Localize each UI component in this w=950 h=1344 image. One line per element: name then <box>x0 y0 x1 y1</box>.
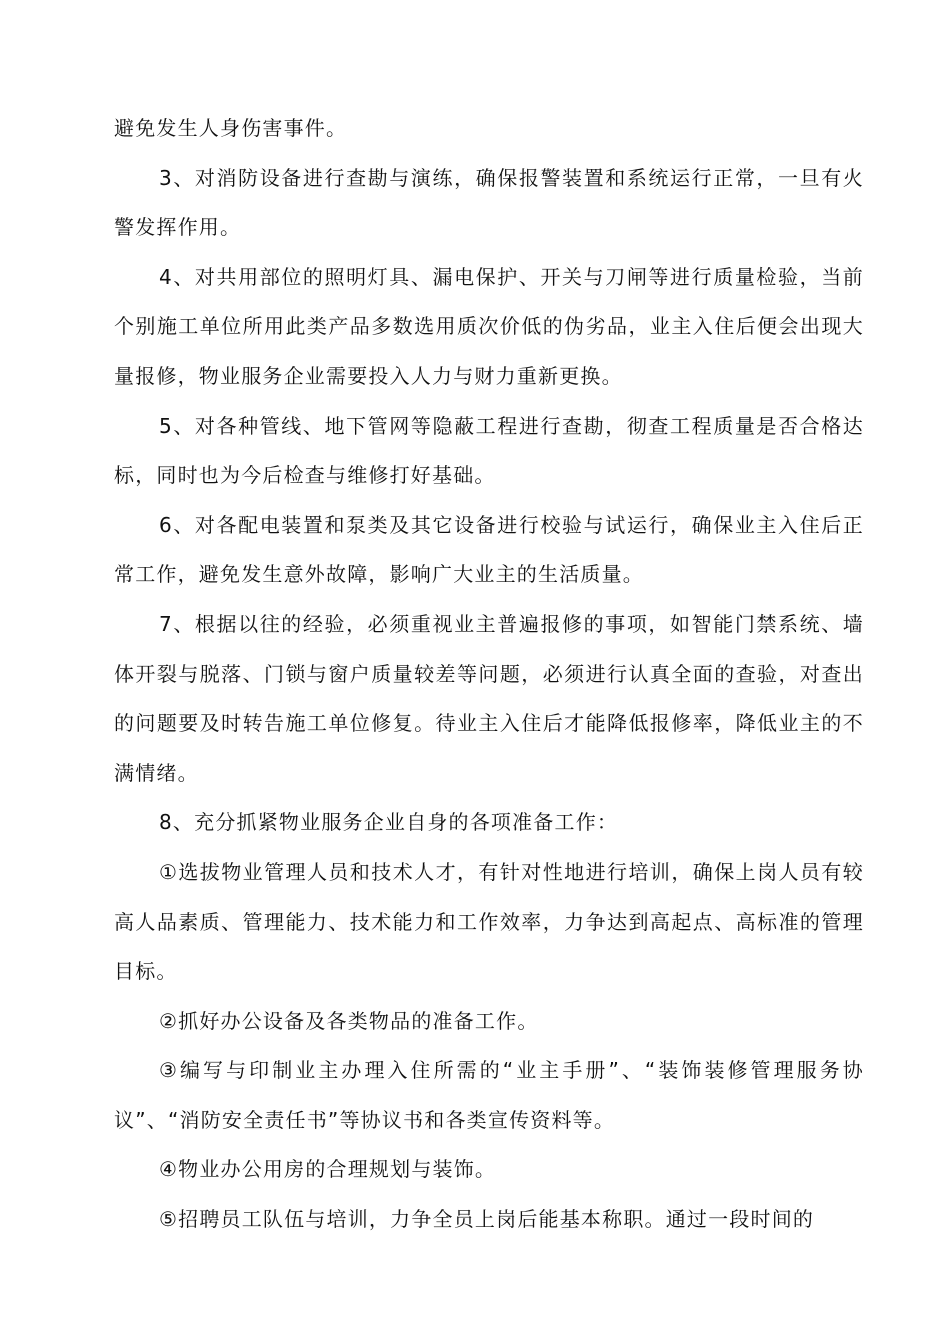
paragraph-continuation: 避免发生人身伤害事件。 <box>114 116 348 140</box>
paragraph-subitem-5: ⑤招聘员工队伍与培训，力争全员上岗后能基本称职。通过一段时间的 <box>159 1207 815 1232</box>
paragraph-item-3: 3、对消防设备进行查勘与演练，确保报警装置和系统运行正常，一旦有火警发挥作用。 <box>114 165 864 240</box>
paragraph-item-5: 5、对各种管线、地下管网等隐蔽工程进行查勘，彻查工程质量是否合格达标，同时也为今后检查与维修打好基础。 <box>114 413 864 488</box>
document-body <box>114 104 864 1245</box>
paragraph-item-7: 7、根据以往的经验，必须重视业主普遍报修的事项，如智能门禁系统、墙体开裂与脱落、门锁与窗户质量较差等问题，必须进行认真全面的查验，对查出的问题要及时转告施工单位修复。待业主入住后才能降低报修率，降低业主的不满情绪。 <box>114 611 864 785</box>
paragraph-subitem-2: ②抓好办公设备及各类物品的准备工作。 <box>159 1008 539 1033</box>
paragraph-item-8: 8、充分抓紧物业服务企业自身的各项准备工作： <box>159 810 619 835</box>
paragraph-subitem-1: ①选拔物业管理人员和技术人才，有针对性地进行培训，确保上岗人员有较高人品素质、管理能力、技术能力和工作效率，力争达到高起点、高标准的管理目标。 <box>114 859 864 984</box>
paragraph-item-4: 4、对共用部位的照明灯具、漏电保护、开关与刀闸等进行质量检验，当前个别施工单位所用此类产品多数选用质次价低的伪劣品，业主入住后便会出现大量报修，物业服务企业需要投入人力与财力重新更换。 <box>114 264 864 388</box>
paragraph-subitem-4: ④物业办公用房的合理规划与装饰。 <box>159 1157 497 1182</box>
paragraph-subitem-3: ③编写与印制业主办理入住所需的“业主手册”、“装饰装修管理服务协议”、“消防安全责任书”等协议书和各类宣传资料等。 <box>114 1058 864 1132</box>
paragraph-item-6: 6、对各配电装置和泵类及其它设备进行校验与试运行，确保业主入住后正常工作，避免发生意外故障，影响广大业主的生活质量。 <box>114 512 864 587</box>
